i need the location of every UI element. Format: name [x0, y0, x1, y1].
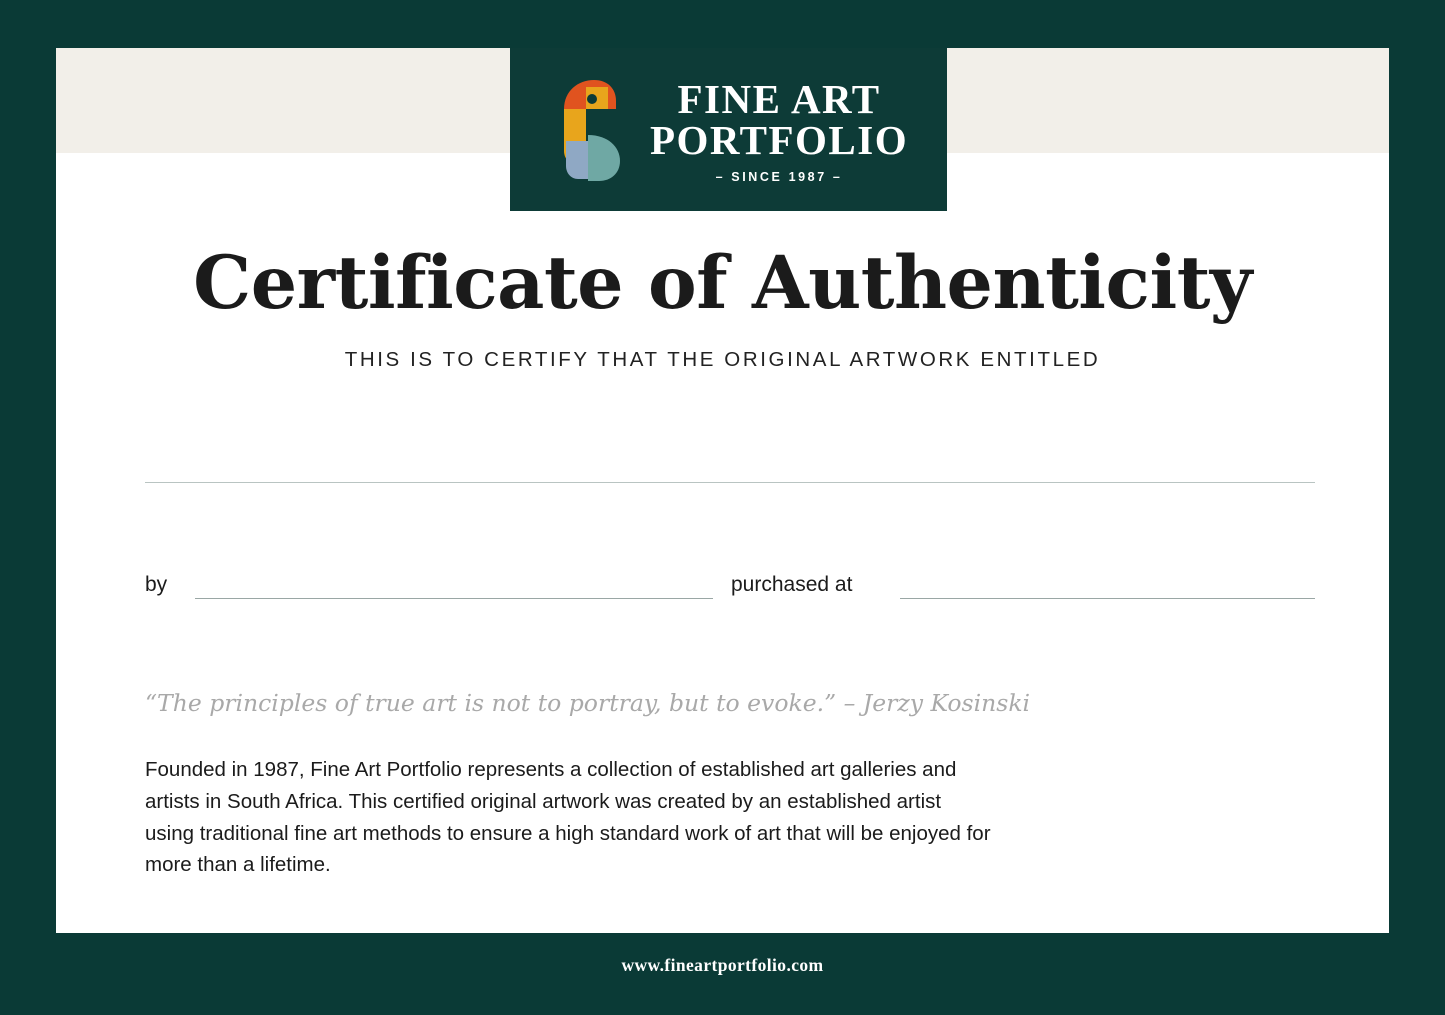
- brand-since: – SINCE 1987 –: [715, 169, 843, 184]
- brand-wordmark: [650, 75, 908, 183]
- brand-line-2: PORTFOLIO: [650, 116, 909, 163]
- artwork-title-field-rule[interactable]: [145, 482, 1315, 483]
- brand-logo-block: [510, 48, 947, 211]
- purchased-at-label: purchased at: [731, 573, 853, 596]
- page-title: Certificate of Authenticity: [193, 240, 1252, 326]
- by-label: by: [145, 573, 168, 596]
- quote-text: “The principles of true art is not to portray, but to evoke.” – Jerzy Kosinski: [145, 689, 1031, 717]
- by-field-rule[interactable]: [195, 598, 713, 599]
- about-paragraph: Founded in 1987, Fine Art Portfolio represents a collection of established art galleries and artists in South Africa. This certified original artwork was created by an established artist using traditional fine art methods to ensure a high standard work of art that will be enjoyed for more than a lifetime.: [145, 758, 991, 877]
- page-subtitle: THIS IS TO CERTIFY THAT THE ORIGINAL ARTWORK ENTITLED: [344, 348, 1101, 371]
- purchased-at-field-rule[interactable]: [900, 598, 1315, 599]
- parrot-logo-mark-icon: [556, 79, 630, 183]
- signature-fields-row: [145, 573, 1315, 603]
- brand-line-1: FINE ART: [677, 76, 881, 123]
- footer-website[interactable]: www.fineartportfolio.com: [621, 955, 824, 975]
